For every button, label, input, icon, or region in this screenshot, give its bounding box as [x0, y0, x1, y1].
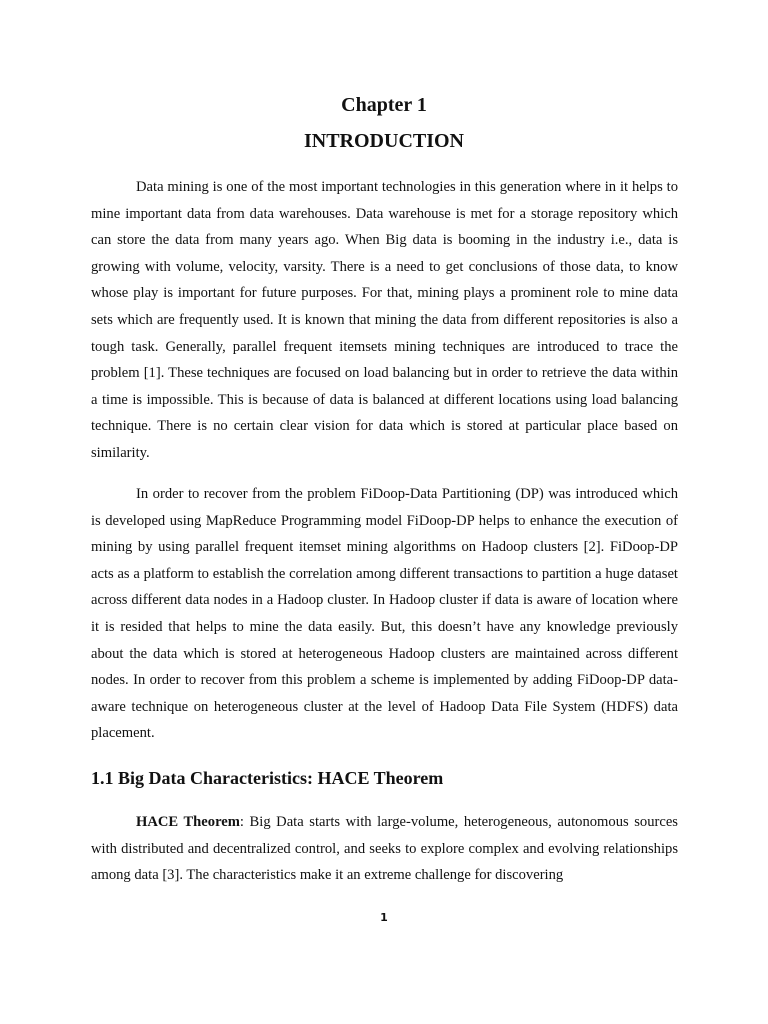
- chapter-title: INTRODUCTION: [303, 130, 465, 152]
- intro-paragraph: Data mining is one of the most important technologies in this generation where in it helps to mine important data from data warehouses. Data warehouse is met for a storage repository which can store the data from many years ago. When Big data is booming in the industry i.e., data is growing with volume, velocity, varsity. There is a need to get conclusions of those data, to know whose play is important for future purposes. For that, mining plays a prominent role to mine data sets which are frequently used. It is known that mining the data from different repositories is also a tough task. Generally, parallel frequent itemsets mining techniques are introduced to trace the problem [1]. These techniques are focused on load balancing but in order to retrieve the data within a time is impossible. This is because of data is balanced at different locations using load balancing technique. There is no certain clear vision for data which is stored at particular place based on similarity.: [91, 179, 678, 461]
- fidoop-paragraph: In order to recover from the problem FiDoop-Data Partitioning (DP) was introduced which is developed using MapReduce Programming model FiDoop-DP helps to enhance the execution of mining by using parallel frequent itemset mining algorithms on Hadoop clusters [2]. FiDoop-DP acts as a platform to establish the correlation among different transactions to partition a huge dataset across different data nodes in a Hadoop cluster. In Hadoop cluster if data is aware of location where it is resided that helps to mine the data easily. But, this doesn’t have any knowledge previously about the data which is stored at heterogeneous Hadoop clusters are maintained across different nodes. In order to recover from this problem a scheme is implemented by adding FiDoop-DP data-aware technique on heterogeneous cluster at the level of Hadoop Data File System (HDFS) data placement.: [91, 486, 678, 742]
- page-number: 1: [380, 911, 388, 924]
- chapter-label: Chapter 1: [341, 94, 427, 116]
- hace-term: HACE Theorem: [136, 814, 240, 830]
- hace-paragraph: [91, 809, 678, 889]
- section-heading: 1.1 Big Data Characteristics: HACE Theorem: [91, 768, 444, 788]
- hace-body: : Big Data starts with large-volume, heterogeneous, autonomous sources with distributed and decentralized control, and seeks to explore complex and evolving relationships among data [3]. The characteristics make it an extreme challenge for discovering: [91, 814, 678, 884]
